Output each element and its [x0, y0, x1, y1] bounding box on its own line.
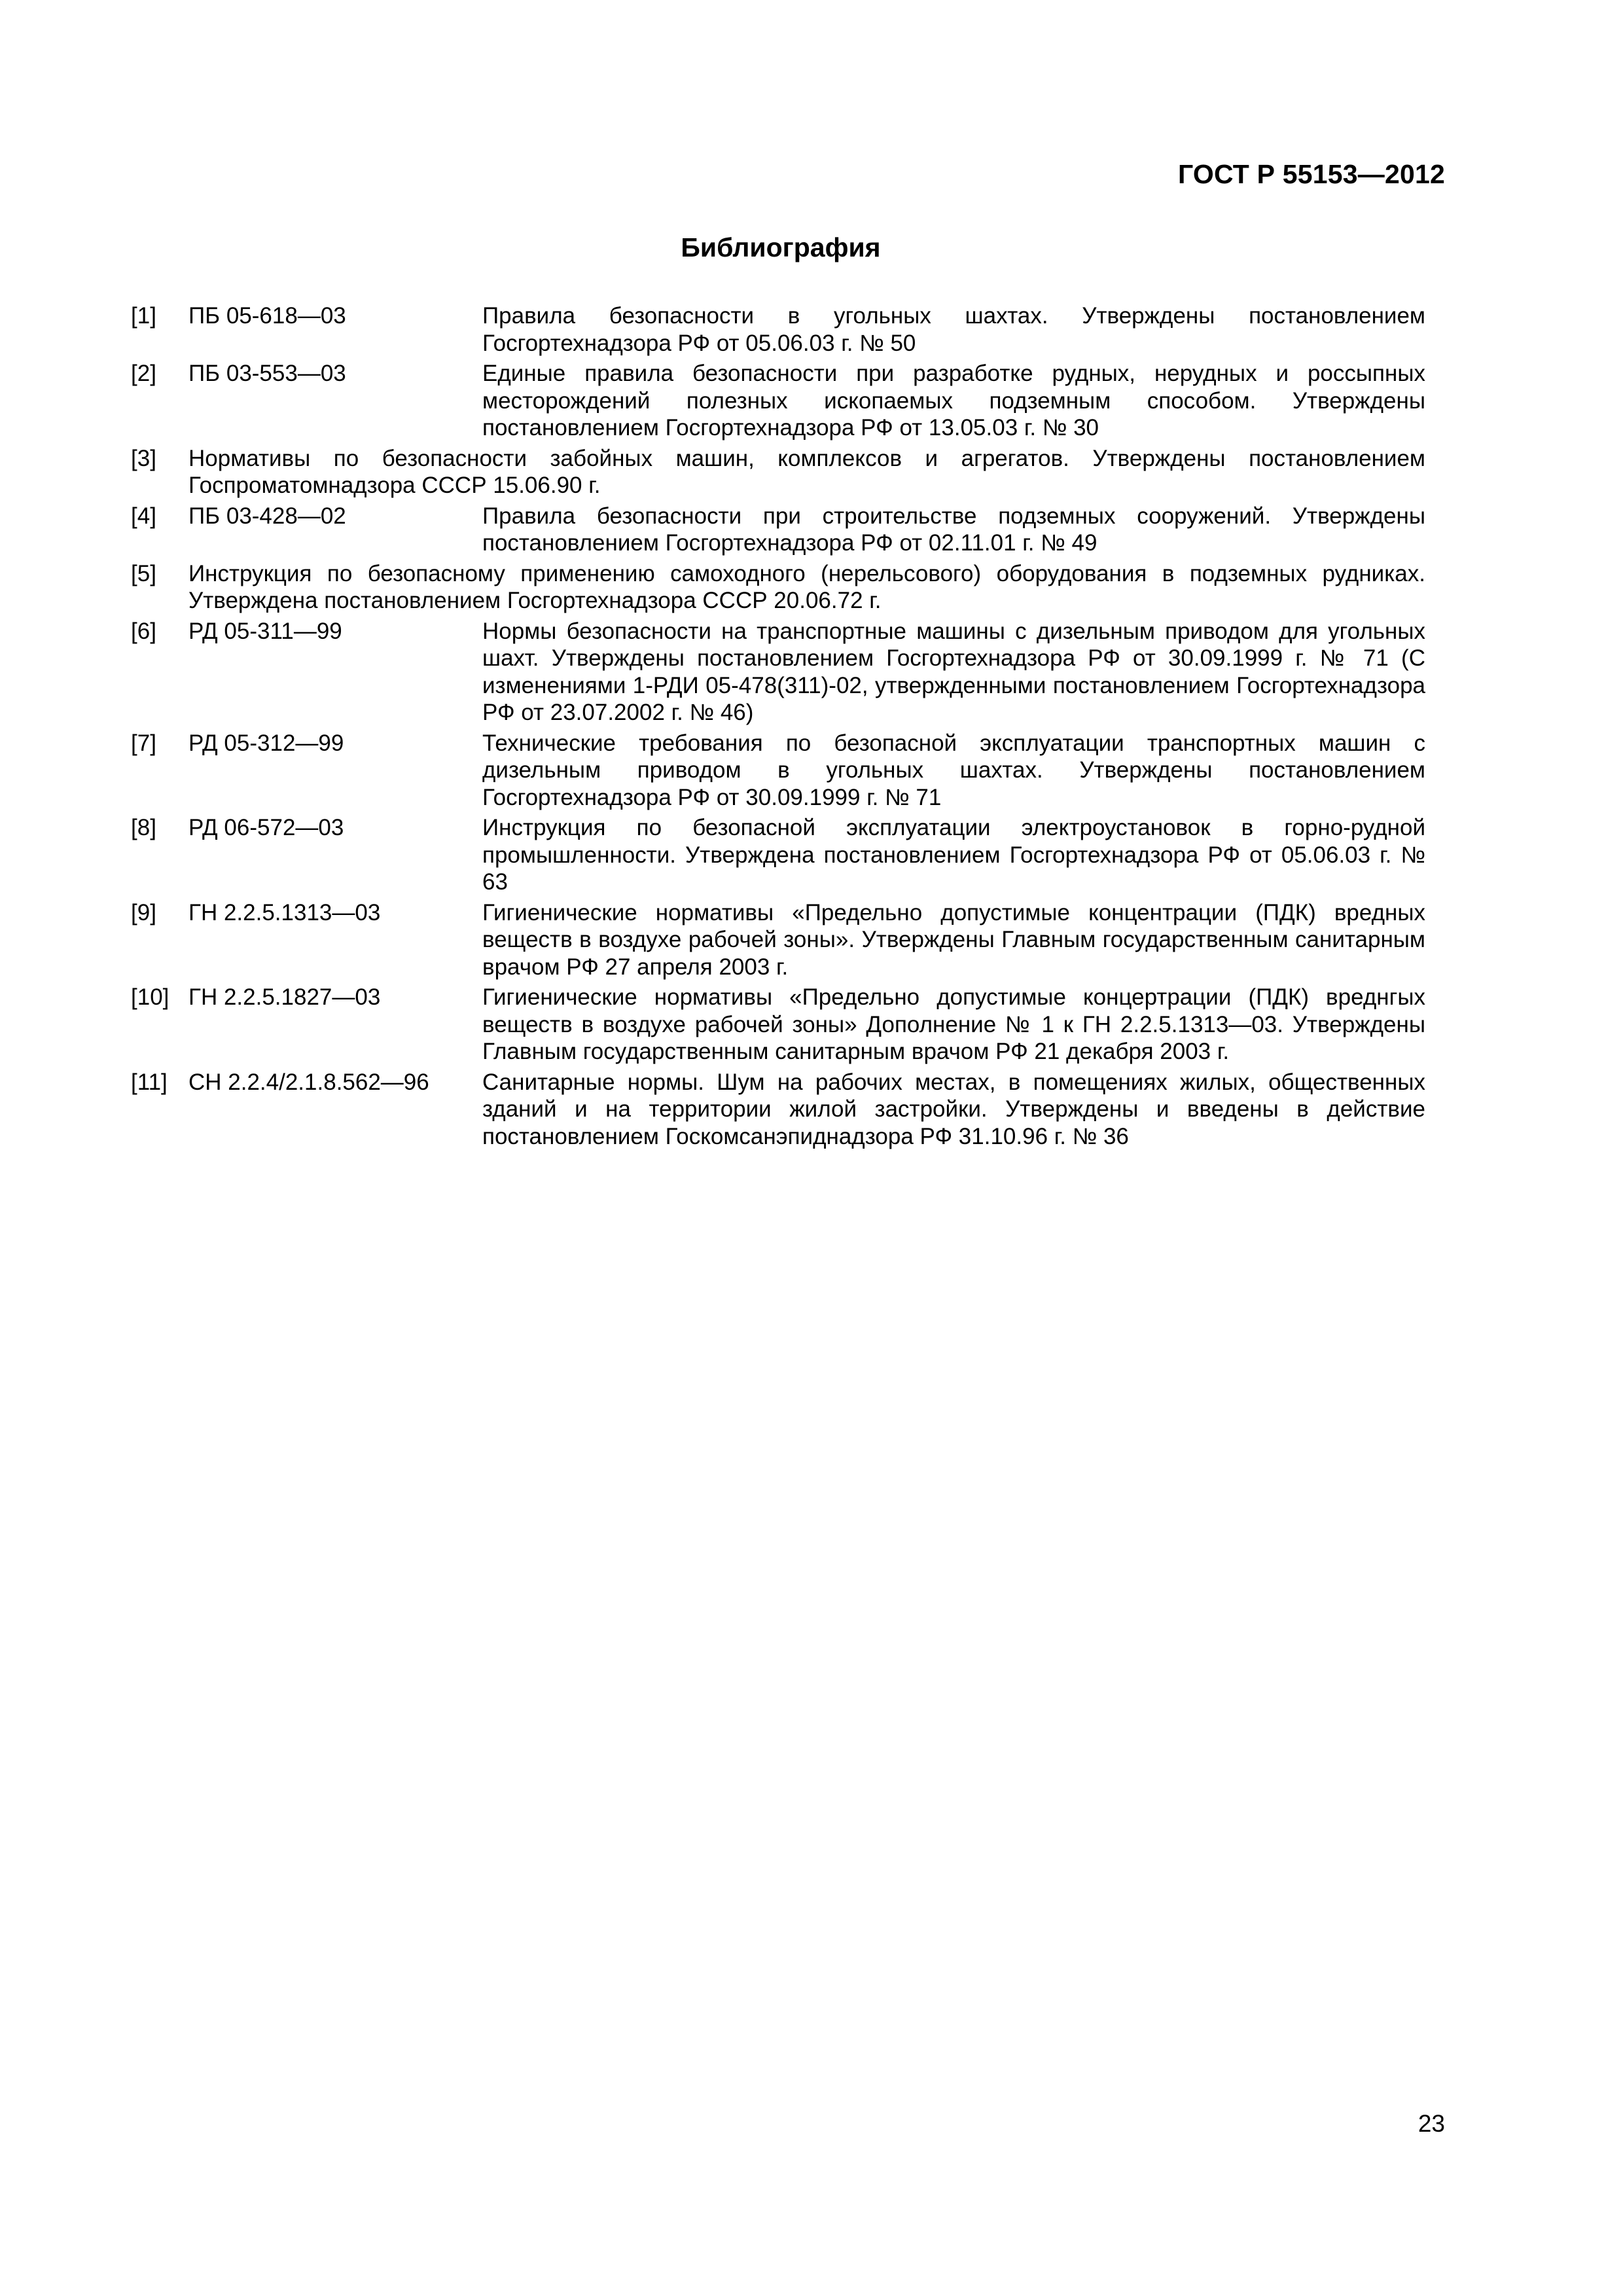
- bibliography-entry: [131, 984, 1425, 1066]
- entry-code: СН 2.2.4/2.1.8.562—96: [188, 1069, 429, 1095]
- entry-code: ПБ 03-428—02: [188, 503, 346, 529]
- bibliography-entry: [131, 302, 1425, 357]
- bibliography-entry: [131, 814, 1425, 896]
- entry-number: [1]: [131, 303, 156, 329]
- bibliography-list: [131, 302, 1425, 1153]
- bibliography-entry: [131, 503, 1425, 557]
- section-title: Библиография: [681, 232, 881, 262]
- entry-code: РД 05-312—99: [188, 730, 344, 756]
- standard-code: ГОСТ Р 55153—2012: [1178, 159, 1445, 189]
- entry-number: [7]: [131, 730, 156, 756]
- entry-number: [5]: [131, 560, 156, 586]
- entry-description: Нормативы по безопасности забойных машин, комплексов и агрегатов. Утверждены постановлением Госпроматомнадзора СССР 15.06.90 г.: [188, 445, 1425, 498]
- entry-number: [8]: [131, 815, 156, 840]
- entry-number: [3]: [131, 445, 156, 471]
- entry-code: ГН 2.2.5.1827—03: [188, 984, 381, 1010]
- entry-number: [2]: [131, 361, 156, 386]
- entry-number: [4]: [131, 503, 156, 529]
- entry-code: ПБ 05-618—03: [188, 303, 346, 329]
- entry-code: РД 06-572—03: [188, 815, 344, 840]
- bibliography-entry: [131, 1069, 1425, 1151]
- entry-number: [9]: [131, 899, 156, 925]
- bibliography-entry: [131, 730, 1425, 812]
- bibliography-entry: [131, 899, 1425, 981]
- bibliography-entry: [131, 360, 1425, 442]
- entry-code: ГН 2.2.5.1313—03: [188, 899, 381, 925]
- bibliography-entry: [131, 618, 1425, 726]
- entry-description: Санитарные нормы. Шум на рабочих местах, в помещениях жилых, общественных зданий и на территории жилой застройки. Утверждены и введены в действие постановлением Госкомсанэпиднадзора РФ 31.10.96 г. № 36: [482, 1069, 1425, 1149]
- entry-description: Инструкция по безопасному применению самоходного (нерельсового) оборудования в подземных рудниках. Утверждена постановлением Госгортехнадзора СССР 20.06.72 г.: [188, 560, 1425, 613]
- entry-number: [6]: [131, 618, 156, 644]
- entry-description: Инструкция по безопасной эксплуатации электроустановок в горно-рудной промышленности. Утверждена постановлением Госгортехнадзора РФ от 05.06.03 г. № 63: [482, 815, 1425, 895]
- entry-number: [10]: [131, 984, 169, 1010]
- entry-description: Правила безопасности при строительстве подземных сооружений. Утверждены постановлением Госгортехнадзора РФ от 02.11.01 г. № 49: [482, 503, 1425, 556]
- entry-description: Гигиенические нормативы «Предельно допустимые концертрации (ПДК) вреднгых веществ в воздухе рабочей зоны» Дополнение № 1 к ГН 2.2.5.1313—03. Утверждены Главным государственным санитарным врачом РФ 21 декабря 2003 г.: [482, 984, 1425, 1064]
- page-number: 23: [1418, 2110, 1445, 2137]
- entry-description: Технические требования по безопасной эксплуатации транспортных машин с дизельным приводом в угольных шахтах. Утверждены постановлением Госгортехнадзора РФ от 30.09.1999 г. № 71: [482, 730, 1425, 810]
- entry-description: Единые правила безопасности при разработке рудных, нерудных и россыпных месторождений полезных ископаемых подземным способом. Утверждены постановлением Госгортехнадзора РФ от 13.05.03 г. № 30: [482, 361, 1425, 440]
- entry-description: Правила безопасности в угольных шахтах. Утверждены постановлением Госгортехнадзора РФ от 05.06.03 г. № 50: [482, 303, 1425, 356]
- entry-number: [11]: [131, 1069, 168, 1095]
- entry-code: РД 05-311—99: [188, 618, 342, 644]
- bibliography-entry: [131, 445, 1425, 499]
- entry-description: Нормы безопасности на транспортные машины с дизельным приводом для угольных шахт. Утверждены постановлением Госгортехнадзора РФ от 30.09.1999 г. № 71 (С изменениями 1-РДИ 05-478(311)-02, утвержденными постановлением Госгортехнадзора РФ от 23.07.2002 г. № 46): [482, 618, 1425, 725]
- entry-code: ПБ 03-553—03: [188, 361, 346, 386]
- entry-description: Гигиенические нормативы «Предельно допустимые концентрации (ПДК) вредных веществ в воздухе рабочей зоны». Утверждены Главным государственным санитарным врачом РФ 27 апреля 2003 г.: [482, 899, 1425, 980]
- bibliography-entry: [131, 560, 1425, 615]
